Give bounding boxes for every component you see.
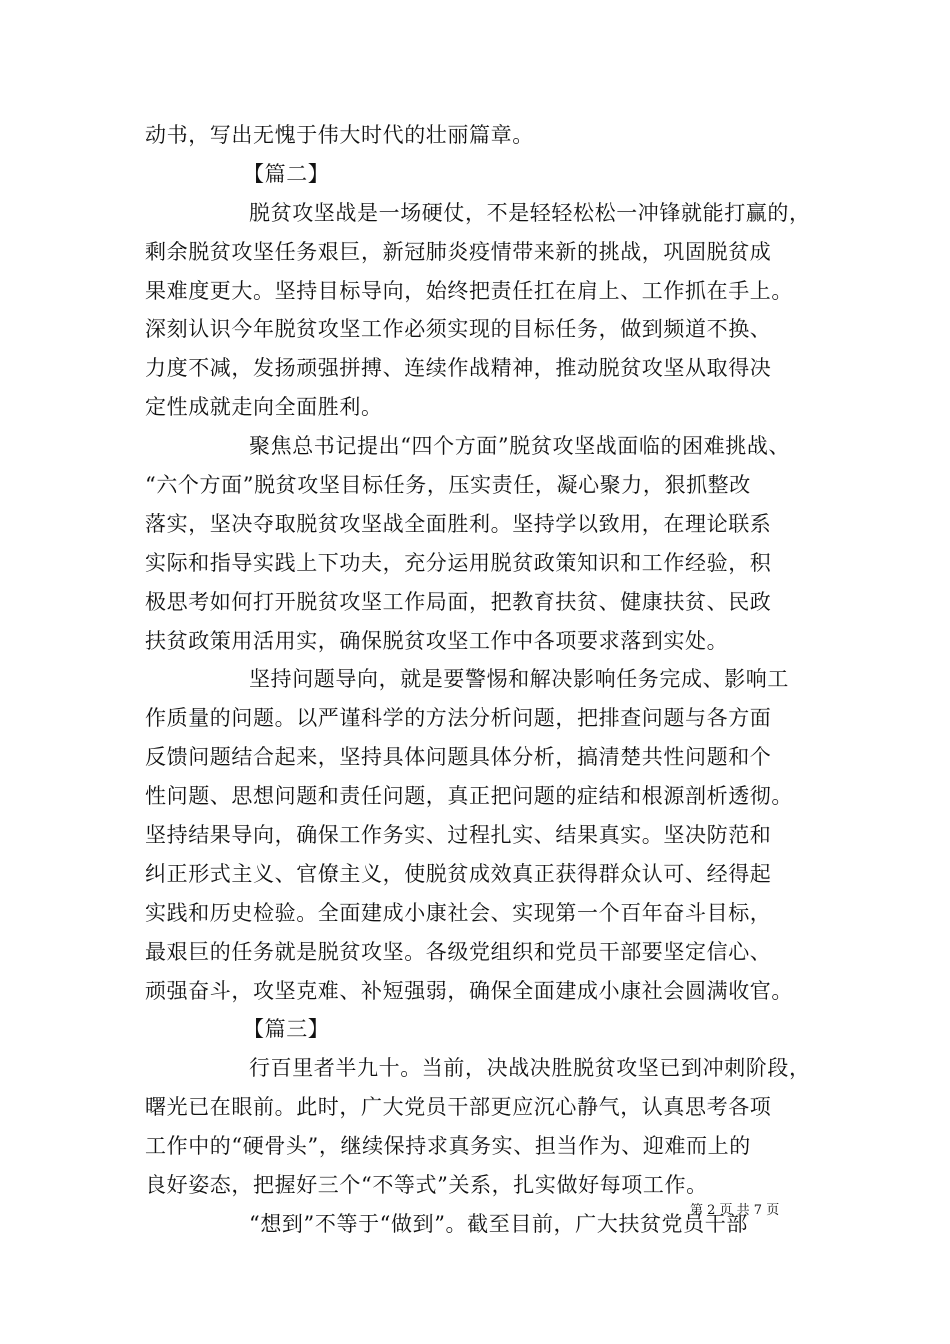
text-line: 性问题、思想问题和责任问题，真正把问题的症结和根源剖析透彻。 <box>145 784 793 809</box>
text-line: 反馈问题结合起来，坚持具体问题具体分析，搞清楚共性问题和个 <box>145 745 772 770</box>
document-body <box>145 116 825 1244</box>
text-line: 作质量的问题。以严谨科学的方法分析问题，把排查问题与各方面 <box>145 706 772 731</box>
text-line: 落实，坚决夺取脱贫攻坚战全面胜利。坚持学以致用，在理论联系 <box>145 511 772 536</box>
text-line: 脱贫攻坚战是一场硬仗，不是轻轻松松一冲锋就能打赢的， <box>249 200 811 225</box>
text-line: 坚持结果导向，确保工作务实、过程扎实、结果真实。坚决防范和 <box>145 823 772 848</box>
text-line: 坚持问题导向，就是要警惕和解决影响任务完成、影响工 <box>249 667 789 692</box>
page-number-footer: 第 2 页 共 7 页 <box>690 1203 780 1218</box>
text-line: 纠正形式主义、官僚主义，使脱贫成效真正获得群众认可、经得起 <box>145 861 772 886</box>
text-line: 扶贫政策用活用实，确保脱贫攻坚工作中各项要求落到实处。 <box>145 628 729 653</box>
text-line: 实践和历史检验。全面建成小康社会、实现第一个百年奋斗目标， <box>145 900 772 925</box>
text-line: “六个方面”脱贫攻坚目标任务，压实责任，凝心聚力，狠抓整改 <box>145 473 751 498</box>
text-line: 力度不减，发扬顽强拼搏、连续作战精神，推动脱贫攻坚从取得决 <box>145 356 772 381</box>
text-line: 行百里者半九十。当前，决战决胜脱贫攻坚已到冲刺阶段， <box>249 1056 811 1081</box>
text-line: 定性成就走向全面胜利。 <box>145 395 383 420</box>
text-line: 深刻认识今年脱贫攻坚工作必须实现的目标任务，做到频道不换、 <box>145 317 772 342</box>
section-heading: 【篇二】 <box>243 161 330 186</box>
text-line: 曙光已在眼前。此时，广大党员干部更应沉心静气，认真思考各项 <box>145 1095 772 1120</box>
text-line: 聚焦总书记提出“四个方面”脱贫攻坚战面临的困难挑战、 <box>249 434 791 459</box>
text-line: 工作中的“硬骨头”，继续保持求真务实、担当作为、迎难而上的 <box>145 1134 751 1159</box>
text-line: 最艰巨的任务就是脱贫攻坚。各级党组织和党员干部要坚定信心、 <box>145 939 772 964</box>
text-line: 良好姿态，把握好三个“不等式”关系，扎实做好每项工作。 <box>145 1173 708 1198</box>
text-line: 顽强奋斗，攻坚克难、补短强弱，确保全面建成小康社会圆满收官。 <box>145 978 793 1003</box>
section-heading: 【篇三】 <box>243 1017 330 1042</box>
text-line: 剩余脱贫攻坚任务艰巨，新冠肺炎疫情带来新的挑战，巩固脱贫成 <box>145 239 772 264</box>
text-line: “想到”不等于“做到”。截至目前，广大扶贫党员干部 <box>249 1211 748 1236</box>
text-line: 动书，写出无愧于伟大时代的壮丽篇章。 <box>145 123 534 147</box>
text-line: 极思考如何打开脱贫攻坚工作局面，把教育扶贫、健康扶贫、民政 <box>145 589 772 614</box>
text-line: 实际和指导实践上下功夫，充分运用脱贫政策知识和工作经验，积 <box>145 550 772 575</box>
text-line: 果难度更大。坚持目标导向，始终把责任扛在肩上、工作抓在手上。 <box>145 278 793 303</box>
